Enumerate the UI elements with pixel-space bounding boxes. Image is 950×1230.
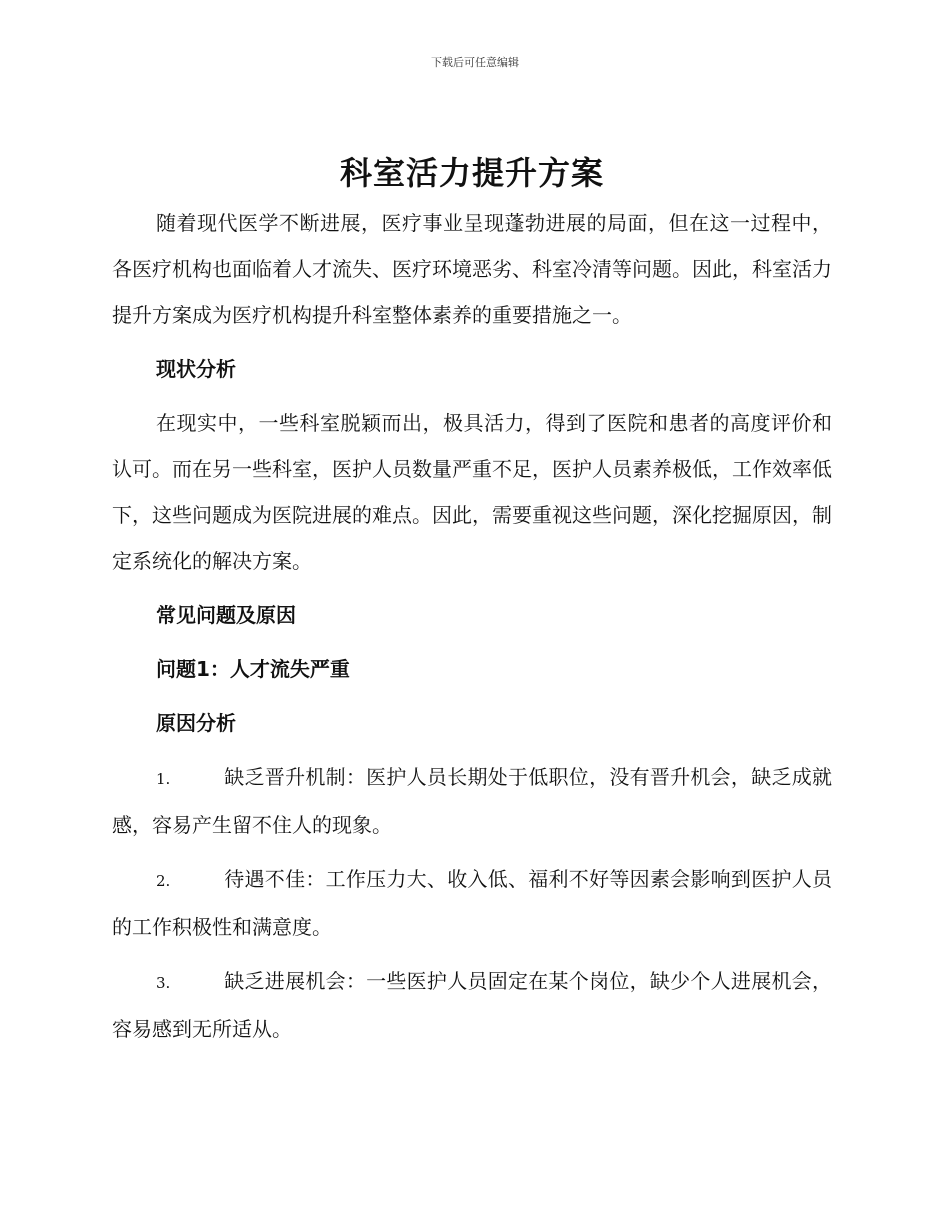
section-heading-status: 现状分析	[156, 357, 236, 381]
spacer	[112, 584, 832, 592]
list-item-text: 缺乏晋升机制：医护人员长期处于低职位，没有晋升机会，缺乏成就感，容易产生留不住人的现象。	[112, 765, 832, 837]
analysis-heading: 原因分析	[156, 711, 236, 735]
problem-1-heading: 问题1：人才流失严重	[156, 657, 350, 681]
list-item	[112, 856, 832, 950]
spacer	[112, 848, 832, 856]
intro-paragraph: 随着现代医学不断进展，医疗事业呈现蓬勃进展的局面，但在这一过程中，各医疗机构也面临着人才流失、医疗环境恶劣、科室冷清等问题。因此，科室活力提升方案成为医疗机构提升科室整体素养的重要措施之一。	[112, 211, 832, 327]
list-item-number: 2.	[156, 872, 171, 890]
list-item-text: 缺乏进展机会：一些医护人员固定在某个岗位，缺少个人进展机会，容易感到无所适从。	[112, 969, 832, 1041]
spacer	[112, 638, 832, 646]
spacer	[112, 746, 832, 754]
list-item-number: 3.	[156, 974, 171, 992]
document-body	[112, 146, 832, 1052]
list-item	[112, 754, 832, 848]
status-paragraph: 在现实中，一些科室脱颖而出，极具活力，得到了医院和患者的高度评价和认可。而在另一些科室，医护人员数量严重不足，医护人员素养极低，工作效率低下，这些问题成为医院进展的难点。因此，需要重视这些问题，深化挖掘原因，制定系统化的解决方案。	[112, 411, 832, 573]
spacer	[112, 950, 832, 958]
spacer	[112, 692, 832, 700]
list-item-text: 待遇不佳：工作压力大、收入低、福利不好等因素会影响到医护人员的工作积极性和满意度。	[112, 867, 832, 939]
section-heading-problems: 常见问题及原因	[156, 603, 296, 627]
list-item	[112, 958, 832, 1052]
document-title: 科室活力提升方案	[339, 154, 604, 192]
spacer	[112, 392, 832, 400]
page-header-note: 下载后可任意编辑	[431, 56, 519, 69]
spacer	[112, 338, 832, 346]
list-item-number: 1.	[156, 770, 171, 788]
